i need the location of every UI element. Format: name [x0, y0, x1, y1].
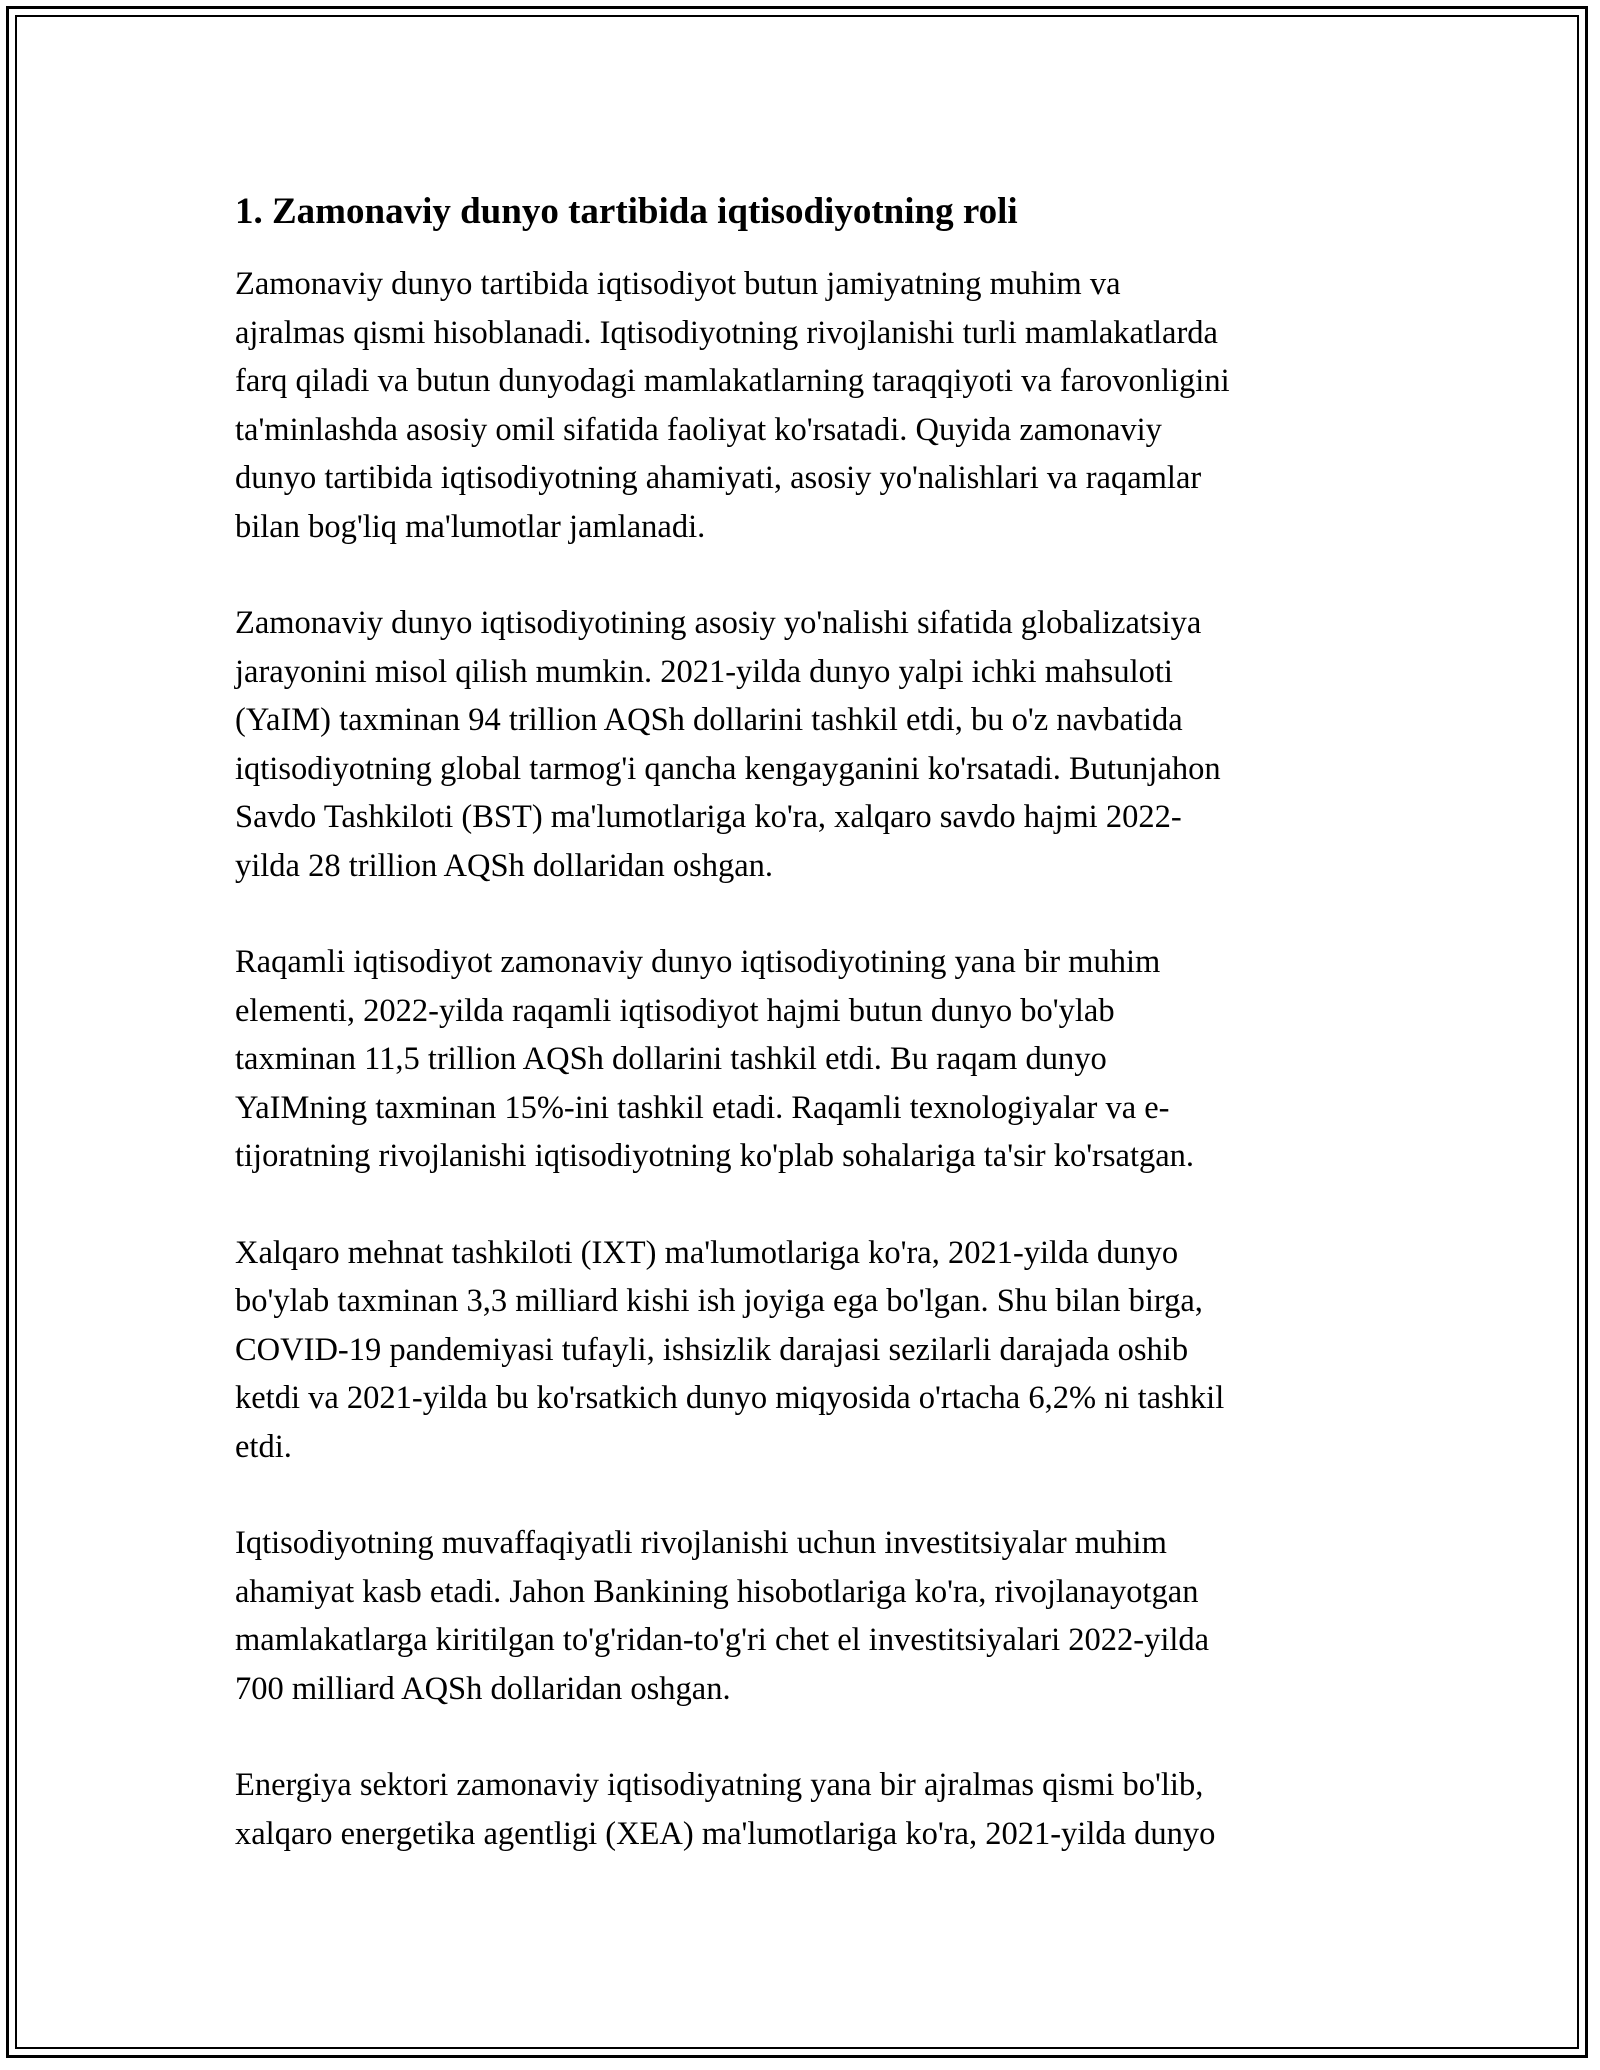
paragraph-4: Xalqaro mehnat tashkiloti (IXT) ma'lumotlariga ko'ra, 2021-yilda dunyo bo'ylab taxminan 3,3 milliard kishi ish joyiga ega bo'lgan. Shu bilan birga, COVID-19 pandemiyasi tufayli, ishsizlik darajasi sezilarli darajada oshib ketdi va 2021-yilda bu ko'rsatkich dunyo miqyosida o'rtacha 6,2% ni tashkil etdi.	[235, 1234, 1225, 1465]
paragraph-2: Zamonaviy dunyo iqtisodiyotining asosiy yo'nalishi sifatida globalizatsiya jarayonini misol qilish mumkin. 2021-yilda dunyo yalpi ichki mahsuloti (YaIM) taxminan 94 trillion AQSh dollarini tashkil etdi, bu o'z navbatida iqtisodiyotning global tarmog'i qancha kengayganini ko'rsatadi. Butunjahon Savdo Tashkiloti (BST) ma'lumotlariga ko'ra, xalqaro savdo hajmi 2022- yilda 28 trillion AQSh dollaridan oshgan.	[235, 605, 1221, 884]
section-title: 1. Zamonaviy dunyo tartibida iqtisodiyotning roli	[235, 191, 1018, 232]
paragraph-6: Energiya sektori zamonaviy iqtisodiyatning yana bir ajralmas qismi bo'lib, xalqaro energetika agentligi (XEA) ma'lumotlariga ko'ra, 2021-yilda dunyo	[235, 1767, 1216, 1852]
paragraph-3: Raqamli iqtisodiyot zamonaviy dunyo iqtisodiyotining yana bir muhim elementi, 2022-yilda raqamli iqtisodiyot hajmi butun dunyo bo'ylab taxminan 11,5 trillion AQSh dollarini tashkil etdi. Bu raqam dunyo YaIMning taxminan 15%-ini tashkil etadi. Raqamli texnologiyalar va e- tijoratning rivojlanishi iqtisodiyotning ko'plab sohalariga ta'sir ko'rsatgan.	[235, 944, 1195, 1174]
paragraph-5: Iqtisodiyotning muvaffaqiyatli rivojlanishi uchun investitsiyalar muhim ahamiyat kasb etadi. Jahon Bankining hisobotlariga ko'ra, rivojlanayotgan mamlakatlarga kiritilgan to'g'ridan-to'g'ri chet el investitsiyalari 2022-yilda 700 milliard AQSh dollaridan oshgan.	[235, 1525, 1210, 1707]
document-body	[235, 186, 1385, 1906]
paragraph-1: Zamonaviy dunyo tartibida iqtisodiyot butun jamiyatning muhim va ajralmas qismi hisoblanadi. Iqtisodiyotning rivojlanishi turli mamlakatlarda farq qiladi va butun dunyodagi mamlakatlarning taraqqiyoti va farovonligini ta'minlashda asosiy omil sifatida faoliyat ko'rsatadi. Quyida zamonaviy dunyo tartibida iqtisodiyotning ahamiyati, asosiy yo'nalishlari va raqamlar bilan bog'liq ma'lumotlar jamlanadi.	[235, 266, 1230, 545]
